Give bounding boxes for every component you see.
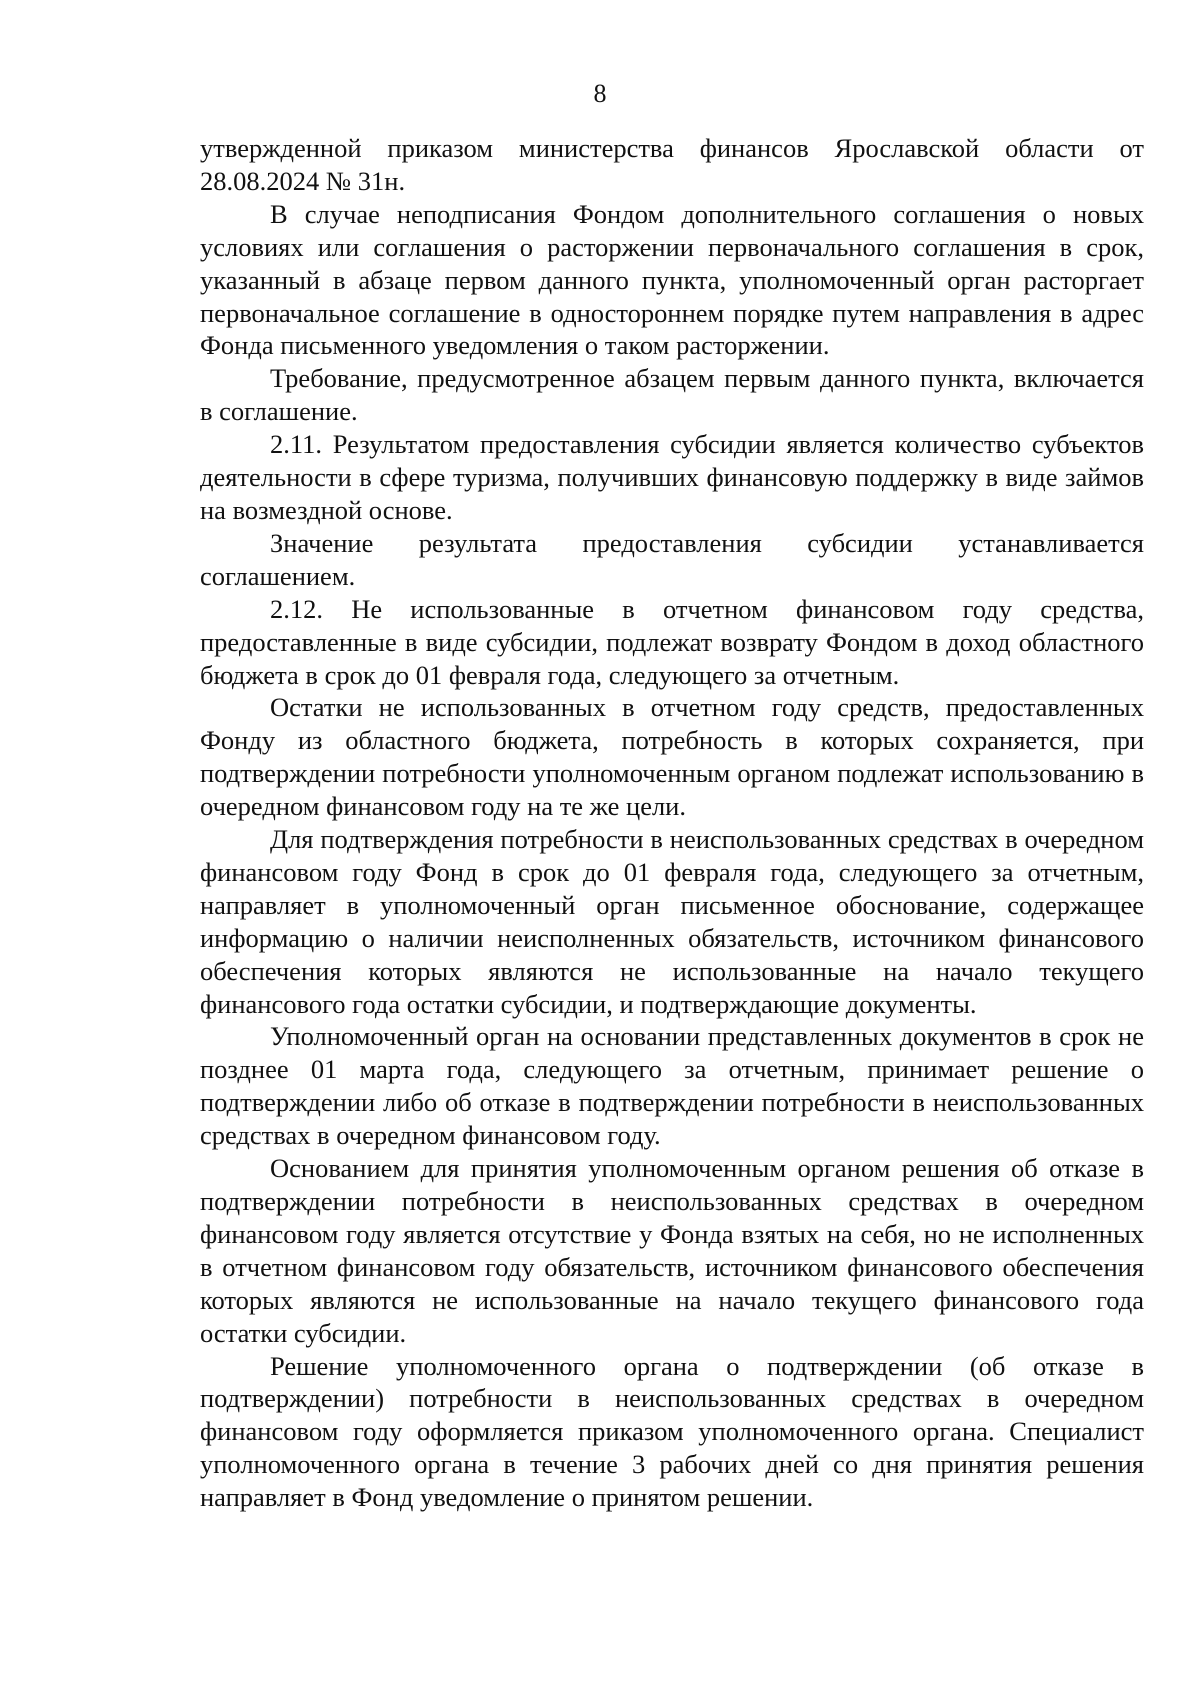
paragraph-result-value: Значение результата предоставления субсидии устанавливается соглашением.	[200, 527, 1144, 591]
paragraph-2-11-result: 2.11. Результатом предоставления субсидии является количество субъектов деятельности в сфере туризма, получивших финансовую поддержку в виде займов на возмездной основе.	[200, 429, 1144, 525]
paragraph-decision-notification: Решение уполномоченного органа о подтверждении (об отказе в подтверждении) потребности в неиспользованных средствах в очередном финансовом году оформляется приказом уполномоченного органа. Специалист уполномоченного органа в течение 3 рабочих дней со дня принятия решения направляет в Фонд уведомление о принятом решении.	[200, 1350, 1144, 1513]
document-body	[200, 132, 1144, 1514]
paragraph-refusal-grounds: Основанием для принятия уполномоченным органом решения об отказе в подтверждении потребности в неиспользованных средствах в очередном финансовом году является отсутствие у Фонда взятых на себя, но не исполненных в отчетном финансовом году обязательств, источником финансового обеспечения которых являются не использованные на начало текущего финансового года остатки субсидии.	[200, 1153, 1144, 1348]
paragraph-decision-deadline: Уполномоченный орган на основании представленных документов в срок не позднее 01 марта года, следующего за отчетным, принимает решение о подтверждении либо об отказе в подтверждении потребности в неиспользованных средствах в очередном финансовом году.	[200, 1021, 1144, 1151]
paragraph-requirement: Требование, предусмотренное абзацем первым данного пункта, включается в соглашение.	[200, 363, 1144, 427]
page-number: 8	[593, 79, 607, 108]
paragraph-2-12-return: 2.12. Не использованные в отчетном финансовом году средства, предоставленные в виде субсидии, подлежат возврату Фондом в доход областного бюджета в срок до 01 февраля года, следующего за отчетным.	[200, 593, 1144, 690]
paragraph-continuation: утвержденной приказом министерства финансов Ярославской области от 28.08.2024 № 31н.	[200, 133, 1144, 196]
paragraph-termination-notice: В случае неподписания Фондом дополнительного соглашения о новых условиях или соглашения о расторжении первоначального соглашения в срок, указанный в абзаце первом данного пункта, уполномоченный орган расторгает первоначальное соглашение в одностороннем порядке путем направления в адрес Фонда письменного уведомления о таком расторжении.	[200, 198, 1144, 361]
paragraph-confirmation-procedure: Для подтверждения потребности в неиспользованных средствах в очередном финансовом году Фонд в срок до 01 февраля года, следующего за отчетным, направляет в уполномоченный орган письменное обоснование, содержащее информацию о наличии неисполненных обязательств, источником финансового обеспечения которых являются не использованные на начало текущего финансового года остатки субсидии, и подтверждающие документы.	[200, 824, 1144, 1019]
paragraph-remaining-funds: Остатки не использованных в отчетном году средств, предоставленных Фонду из областного бюджета, потребность в которых сохраняется, при подтверждении потребности уполномоченным органом подлежат использованию в очередном финансовом году на те же цели.	[200, 692, 1144, 822]
